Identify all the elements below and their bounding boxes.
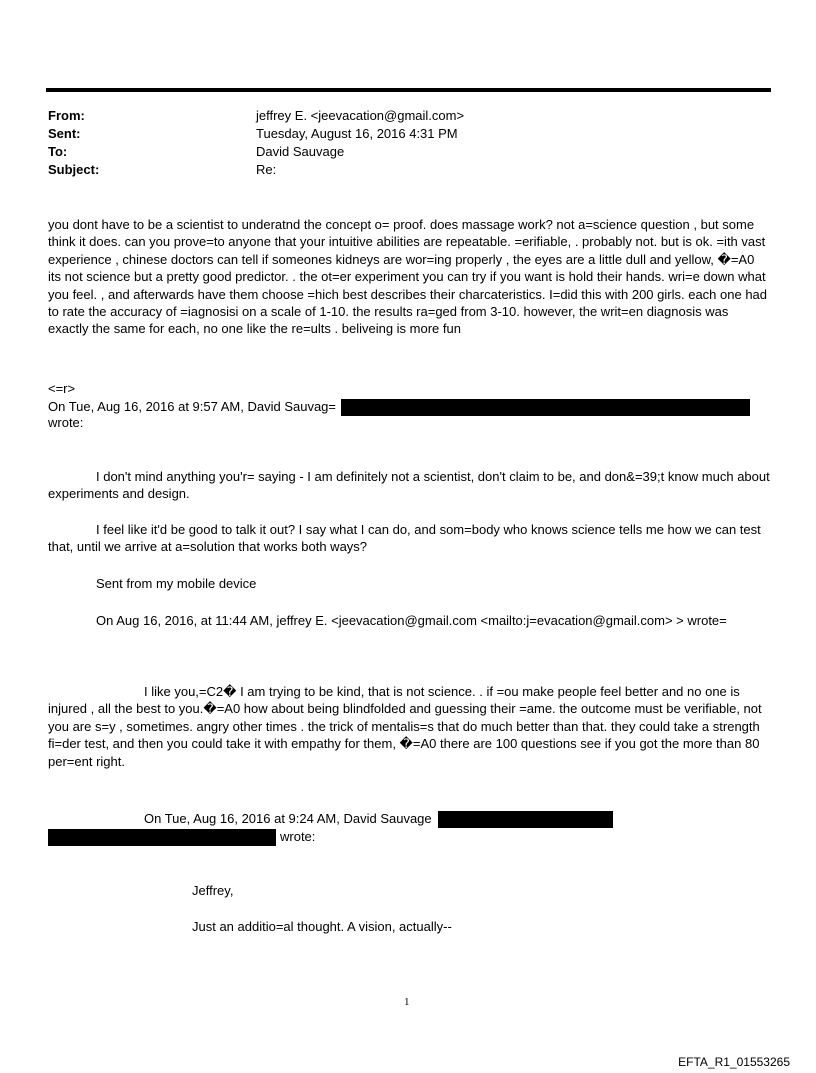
bates-number: EFTA_R1_01553265 [678,1055,790,1069]
to-value: David Sauvage [256,144,345,159]
redaction-box [48,829,276,846]
redaction-box [341,399,750,416]
body-main-paragraph: you dont have to be a scientist to underatnd the concept o= proof. does massage work? not a=science question , but some think it does. can you prove=to anyone that your intuitive abilities are repeatable. =erifiable, . probably not. but is ok. =ith vast experience , chinese doctors can tell if someones kidneys are wor=ing properly , the eyes are a little dull and yellow, �=A0 its not science but a pretty good predictor. . the ot=er experiment you can try if you want is hold their hands. wri=e down what you feel. , and afterwards have them choose =hich best describes their charcateristics. I=did this with 200 girls. each one had to rate the accuracy of =iagnosisi on a scale of 1-10. the results ra=ged from 3-10. however, the writ=en diagnosis was exactly the same for each, no one like the re=ults . beliveing is more fun [48,217,768,337]
page-number: 1 [404,996,410,1008]
subject-label: Subject: [48,162,100,177]
sent-label: Sent: [48,126,81,141]
quote-header-1: On Tue, Aug 16, 2016 at 9:57 AM, David Sauvag= [48,399,337,414]
sent-value: Tuesday, August 16, 2016 4:31 PM [256,126,458,141]
sent-from-signature: Sent from my mobile device [96,576,257,591]
jeffrey-paragraph: I like you,=C2� I am trying to be kind, that is not science. . if =ou make people feel better and no one is injured , all the best to you.�=A0 how about being blindfolded and guessing their =ame. the outcome must be verifiable, not you are s=y , sometimes. angry other times . the trick of mentalis=s that do much better than that. they could take a strength fi=der test, and then you could take it with empathy for them, �=A0 there are 100 questions see if you got the more than 80 per=ent right. [48,684,762,769]
david-paragraph-1: I don't mind anything you'r= saying - I am definitely not a scientist, don't claim to be, and don&=39;t know much about experiments and design. [48,469,770,502]
redaction-box [438,811,613,828]
br-tag-text: <=r> [48,381,76,396]
subject-value: Re: [256,162,277,177]
quote-header-3-wrote: wrote: [280,829,316,844]
david-paragraph-2: I feel like it'd be good to talk it out? I say what I can do, and som=body who knows science tells me how we can test that, until we arrive at a=solution that works both ways? [48,522,761,555]
quote-header-1-wrote: wrote: [48,415,84,430]
from-value: jeffrey E. <jeevacation@gmail.com> [256,108,465,123]
quote-header-3: On Tue, Aug 16, 2016 at 9:24 AM, David Sauvage [144,811,432,826]
closing-line: Just an additio=al thought. A vision, actually-- [192,919,452,934]
quote-header-2: On Aug 16, 2016, at 11:44 AM, jeffrey E. <jeevacation@gmail.com <mailto:j=evacation@gmail.com> > wrote= [96,613,727,628]
from-label: From: [48,108,85,123]
salutation: Jeffrey, [192,883,234,898]
header-rule [46,88,771,92]
to-label: To: [48,144,68,159]
